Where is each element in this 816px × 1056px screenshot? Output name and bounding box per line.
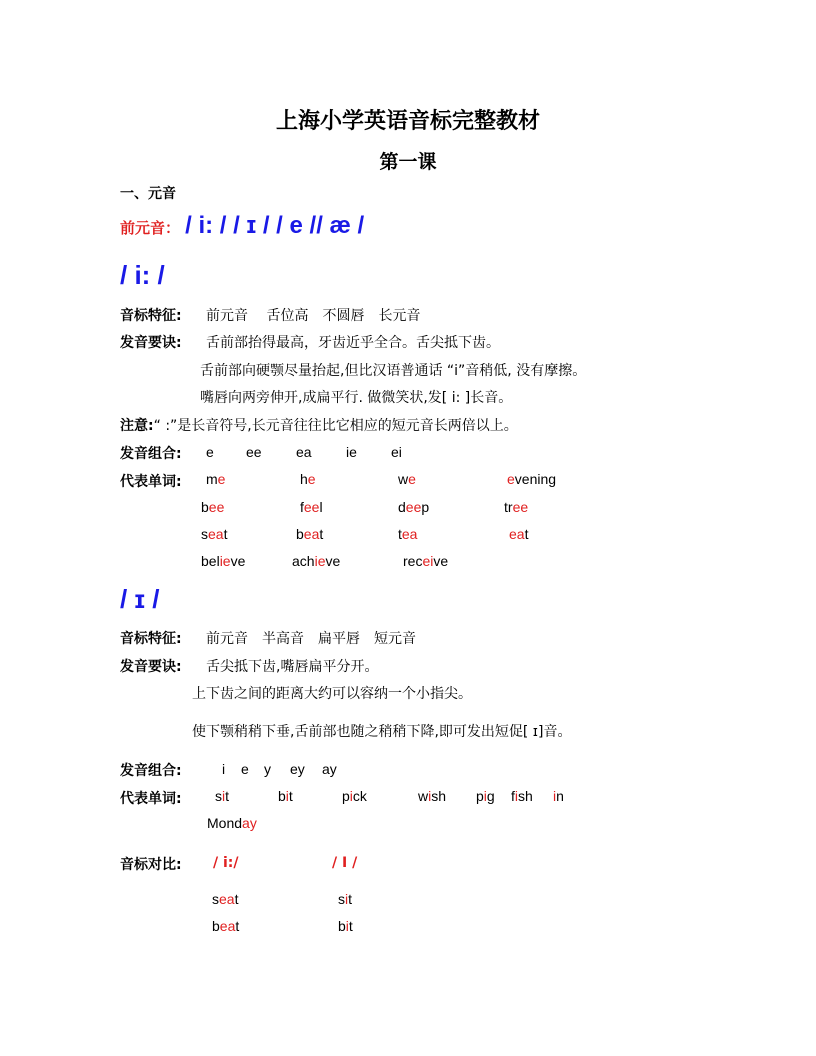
ih-word [342, 788, 367, 804]
word-part: ve [433, 553, 449, 569]
ii-feature: 前元音 舌位高 不圆唇 长元音 [206, 308, 421, 324]
ii-method-3: 嘴唇向两旁伸开,成扁平行. 做微笑状,发[ i: ]长音。 [200, 390, 513, 406]
ih-combo: ay [322, 761, 337, 777]
word-highlight: ea [303, 526, 320, 542]
ii-combo: ea [296, 444, 312, 460]
front-vowels-label: 前元音： [120, 219, 181, 237]
word-part: ve [230, 553, 246, 569]
word-highlight: i [345, 918, 349, 934]
word-highlight: i [553, 788, 557, 804]
contrast-word-right [338, 891, 352, 907]
word-part: ach [292, 553, 315, 569]
word-highlight: ee [405, 499, 422, 515]
word-highlight: i [349, 788, 353, 804]
ii-note-label: 注意: [120, 418, 154, 434]
word-part: tr [504, 499, 513, 515]
section-heading: 一、元音 [120, 186, 176, 202]
word-part: t [398, 526, 402, 542]
word-highlight: i [222, 788, 226, 804]
word-part: t [319, 526, 324, 542]
ih-method-label: 发音要诀: [120, 659, 182, 675]
contrast-left-head: / i:/ [213, 855, 239, 871]
word-highlight: ea [509, 526, 525, 542]
word-part: s [338, 891, 345, 907]
ih-heading: / ɪ / [120, 584, 160, 614]
word-part: sh [518, 788, 533, 804]
ii-word [300, 471, 316, 487]
ii-word [398, 471, 416, 487]
front-vowels-line [120, 212, 364, 240]
word-part: l [319, 499, 323, 515]
word-part: f [300, 499, 304, 515]
ii-word [201, 553, 245, 569]
ii-method-1: 舌前部抬得最高，牙齿近乎全合。舌尖抵下齿。 [206, 335, 500, 351]
word-part: g [486, 788, 495, 804]
word-part: b [278, 788, 286, 804]
ih-method-2: 上下齿之间的距离大约可以容纳一个小指尖。 [192, 686, 472, 702]
ih-word [476, 788, 495, 804]
ii-word [206, 471, 225, 487]
ii-combo-label: 发音组合: [120, 446, 182, 462]
ii-combo: e [206, 444, 214, 460]
lesson-title: 第一课 [379, 151, 437, 173]
word-part: h [300, 471, 308, 487]
ih-method-3: 使下颚稍稍下垂,舌前部也随之稍稍下降,即可发出短促[ ɪ]音。 [192, 724, 572, 740]
word-part: t [223, 526, 228, 542]
word-highlight: ee [208, 499, 225, 515]
word-part: ve [325, 553, 341, 569]
ih-method-1: 舌尖抵下齿,嘴唇扁平分开。 [206, 659, 379, 675]
ii-words-label: 代表单词: [120, 474, 182, 490]
word-highlight: e [217, 471, 226, 487]
word-part: w [418, 788, 429, 804]
ih-word [511, 788, 533, 804]
ih-word [278, 788, 293, 804]
contrast-word-left [212, 891, 238, 907]
contrast-label: 音标对比: [120, 857, 182, 873]
ii-method-label: 发音要诀: [120, 335, 182, 351]
ii-word [398, 499, 429, 515]
ii-word [504, 499, 528, 515]
ii-note: “ :”是长音符号,长元音往往比它相应的短元音长两倍以上。 [153, 418, 518, 434]
ih-word [207, 815, 257, 831]
word-part: b [201, 499, 209, 515]
word-part: f [511, 788, 515, 804]
ii-word [201, 499, 224, 515]
word-part: vening [514, 471, 557, 487]
word-part: d [398, 499, 406, 515]
word-highlight: ea [401, 526, 418, 542]
word-part: bel [201, 553, 220, 569]
ii-combo: ie [346, 444, 357, 460]
word-highlight: ea [219, 891, 235, 907]
word-highlight: ee [512, 499, 529, 515]
word-highlight: e [408, 471, 416, 487]
word-highlight: i [345, 891, 349, 907]
front-vowels-symbols: / i: / / ɪ / / e // æ / [185, 212, 365, 239]
ih-feature: 前元音 半高音 扁平唇 短元音 [206, 631, 416, 647]
contrast-right-head: / I / [332, 855, 358, 871]
word-part: p [342, 788, 350, 804]
ii-combo: ee [246, 444, 262, 460]
ii-note-line [120, 415, 518, 435]
word-part: n [556, 788, 564, 804]
word-part: b [296, 526, 304, 542]
ii-heading: / i: / [120, 260, 165, 290]
ii-word [201, 526, 227, 542]
contrast-word-left [212, 918, 239, 934]
word-highlight: ei [422, 553, 434, 569]
word-part: s [212, 891, 219, 907]
word-part: t [348, 891, 353, 907]
ih-combo: ey [290, 761, 305, 777]
word-part: s [215, 788, 222, 804]
word-highlight: e [507, 471, 515, 487]
word-part: b [212, 918, 220, 934]
ih-word [553, 788, 564, 804]
word-highlight: i [285, 788, 289, 804]
ii-word [300, 499, 323, 515]
word-part: p [476, 788, 484, 804]
word-part: p [421, 499, 430, 515]
word-highlight: ea [219, 918, 236, 934]
ii-word [509, 526, 528, 542]
word-part: rec [403, 553, 423, 569]
ih-words-label: 代表单词: [120, 791, 182, 807]
word-part: t [524, 526, 529, 542]
ih-combo-label: 发音组合: [120, 763, 182, 779]
ih-combo: y [264, 761, 271, 777]
ih-word [215, 788, 229, 804]
ii-method-2: 舌前部向硬颚尽量抬起,但比汉语普通话 “i”音稍低, 没有摩擦。 [200, 363, 587, 379]
word-part: t [235, 918, 240, 934]
contrast-word-right [338, 918, 353, 934]
word-highlight: ee [303, 499, 320, 515]
word-highlight: ie [219, 553, 231, 569]
word-part: t [225, 788, 230, 804]
word-part: b [338, 918, 346, 934]
word-highlight: i [428, 788, 432, 804]
word-part: t [288, 788, 293, 804]
word-part: sh [431, 788, 447, 804]
ii-word [296, 526, 323, 542]
word-highlight: ay [242, 815, 257, 831]
word-part: ck [352, 788, 367, 804]
word-part: t [348, 918, 353, 934]
word-highlight: i [483, 788, 487, 804]
ii-word [292, 553, 340, 569]
ii-word [507, 471, 556, 487]
ih-combo: e [241, 761, 249, 777]
word-part: t [234, 891, 239, 907]
word-part: m [206, 471, 218, 487]
page-title: 上海小学英语音标完整教材 [275, 108, 540, 134]
word-part: s [201, 526, 208, 542]
word-highlight: e [307, 471, 316, 487]
ih-word [418, 788, 446, 804]
word-highlight: i [514, 788, 519, 804]
ii-combo: ei [391, 444, 402, 460]
ii-word [398, 526, 417, 542]
word-part: Mond [207, 815, 243, 831]
ih-feature-label: 音标特征: [120, 631, 182, 647]
word-part: w [398, 471, 409, 487]
word-highlight: ea [208, 526, 224, 542]
ii-feature-label: 音标特征: [120, 308, 182, 324]
ih-combo: i [222, 761, 226, 777]
word-highlight: ie [314, 553, 326, 569]
ii-word [403, 553, 448, 569]
